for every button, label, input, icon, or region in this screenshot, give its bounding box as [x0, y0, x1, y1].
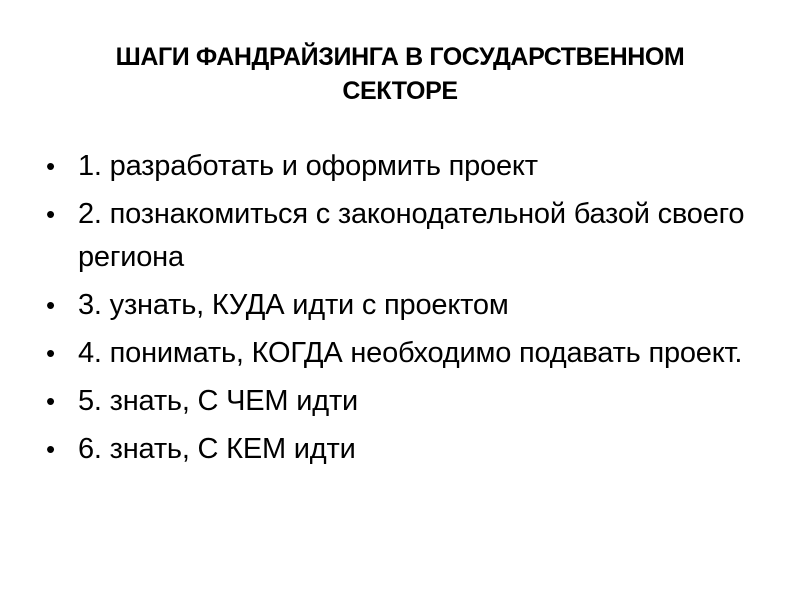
- bullet-text: 6. знать, С КЕМ идти: [78, 433, 356, 465]
- bullet-text: 1. разработать и оформить проект: [78, 150, 538, 182]
- bullet-text: 5. знать, С ЧЕМ идти: [78, 385, 359, 417]
- bullet-icon: •: [46, 434, 55, 464]
- bullet-item-5: [40, 380, 760, 423]
- bullet-icon: •: [46, 151, 55, 181]
- slide-title-line-2: СЕКТОРЕ: [342, 77, 458, 105]
- bullet-item-6: [40, 428, 760, 471]
- slide-title-line-1: ШАГИ ФАНДРАЙЗИНГА В ГОСУДАРСТВЕННОМ: [115, 43, 685, 71]
- bullet-icon: •: [46, 290, 55, 320]
- bullet-item-4: [40, 332, 760, 375]
- slide-title: [60, 40, 740, 108]
- bullet-text: 2. познакомиться с законодательной базой своего региона: [78, 198, 745, 273]
- bullet-item-2: [40, 193, 760, 279]
- bullet-icon: •: [46, 386, 55, 416]
- bullet-list: [40, 145, 760, 476]
- bullet-icon: •: [46, 199, 55, 229]
- bullet-item-1: [40, 145, 760, 188]
- bullet-text: 4. понимать, КОГДА необходимо подавать проект.: [78, 337, 743, 369]
- bullet-icon: •: [46, 338, 55, 368]
- bullet-item-3: [40, 284, 760, 327]
- bullet-text: 3. узнать, КУДА идти с проектом: [78, 289, 509, 321]
